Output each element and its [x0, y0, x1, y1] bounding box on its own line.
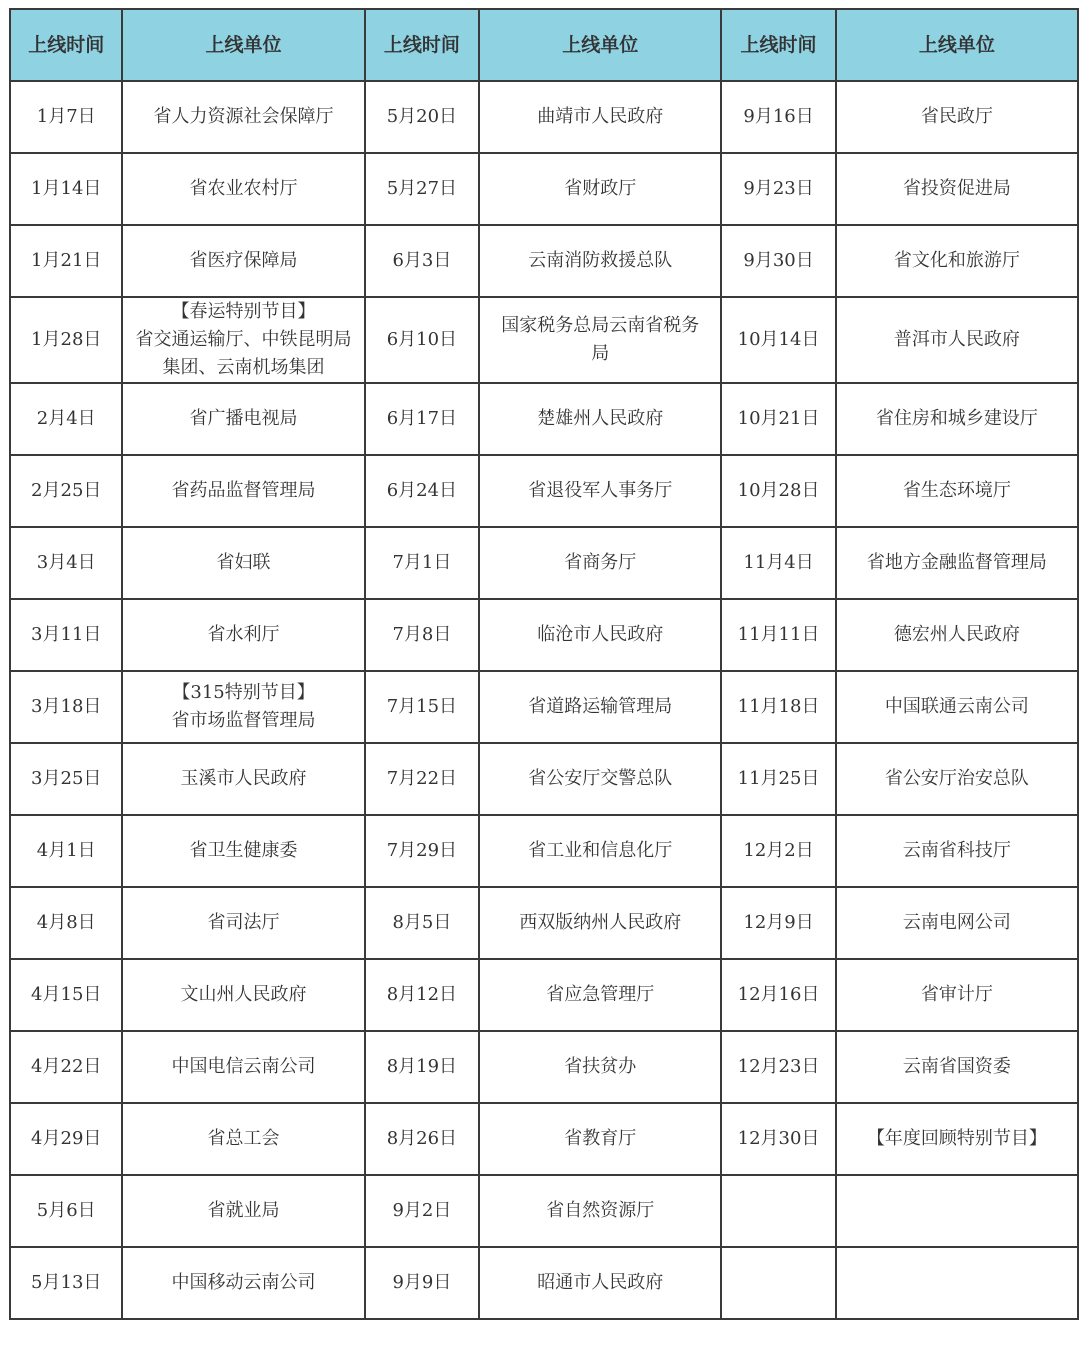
header-unit-col-2: 上线单位	[479, 9, 721, 81]
date-cell: 12月23日	[721, 1031, 836, 1103]
date-cell: 4月1日	[10, 815, 122, 887]
table-header	[10, 9, 1078, 81]
date-cell: 3月11日	[10, 599, 122, 671]
date-cell: 5月6日	[10, 1175, 122, 1247]
date-cell: 4月8日	[10, 887, 122, 959]
date-cell: 5月13日	[10, 1247, 122, 1319]
unit-cell: 省住房和城乡建设厅	[836, 383, 1078, 455]
date-cell: 7月15日	[365, 671, 480, 743]
date-cell: 6月10日	[365, 297, 480, 383]
date-cell: 10月28日	[721, 455, 836, 527]
unit-cell: 省药品监督管理局	[122, 455, 364, 527]
unit-cell: 省应急管理厅	[479, 959, 721, 1031]
unit-cell: 省道路运输管理局	[479, 671, 721, 743]
unit-cell	[122, 671, 364, 743]
date-cell: 11月18日	[721, 671, 836, 743]
date-cell: 6月24日	[365, 455, 480, 527]
unit-cell: 普洱市人民政府	[836, 297, 1078, 383]
date-cell: 8月12日	[365, 959, 480, 1031]
table-row	[10, 1175, 1078, 1247]
date-cell: 3月25日	[10, 743, 122, 815]
unit-cell: 省教育厅	[479, 1103, 721, 1175]
date-cell: 7月22日	[365, 743, 480, 815]
unit-cell: 德宏州人民政府	[836, 599, 1078, 671]
date-cell: 8月19日	[365, 1031, 480, 1103]
schedule-table	[9, 8, 1079, 1320]
unit-cell: 省农业农村厅	[122, 153, 364, 225]
unit-cell: 省文化和旅游厅	[836, 225, 1078, 297]
date-cell: 11月11日	[721, 599, 836, 671]
unit-cell: 省自然资源厅	[479, 1175, 721, 1247]
unit-cell: 省地方金融监督管理局	[836, 527, 1078, 599]
unit-cell: 省卫生健康委	[122, 815, 364, 887]
date-cell: 9月16日	[721, 81, 836, 153]
unit-cell: 省广播电视局	[122, 383, 364, 455]
unit-line: 省交通运输厅、中铁昆明局	[135, 329, 352, 350]
unit-cell	[479, 297, 721, 383]
unit-cell: 云南电网公司	[836, 887, 1078, 959]
table-row	[10, 225, 1078, 297]
date-cell: 2月4日	[10, 383, 122, 455]
table-row	[10, 1031, 1078, 1103]
date-cell: 11月25日	[721, 743, 836, 815]
unit-line: 【春运特别节目】	[171, 301, 316, 322]
date-cell: 12月30日	[721, 1103, 836, 1175]
date-cell: 3月4日	[10, 527, 122, 599]
header-date-col-3: 上线时间	[721, 9, 836, 81]
unit-line: 集团、云南机场集团	[162, 357, 325, 378]
date-cell: 9月30日	[721, 225, 836, 297]
table-row	[10, 599, 1078, 671]
unit-cell: 省医疗保障局	[122, 225, 364, 297]
unit-cell: 西双版纳州人民政府	[479, 887, 721, 959]
table-row	[10, 383, 1078, 455]
unit-cell: 文山州人民政府	[122, 959, 364, 1031]
date-cell: 6月17日	[365, 383, 480, 455]
unit-cell	[122, 297, 364, 383]
table-row	[10, 1247, 1078, 1319]
unit-cell: 省民政厅	[836, 81, 1078, 153]
header-unit-col-1: 上线单位	[122, 9, 364, 81]
date-cell: 5月20日	[365, 81, 480, 153]
date-cell: 9月2日	[365, 1175, 480, 1247]
date-cell: 1月14日	[10, 153, 122, 225]
table-row	[10, 959, 1078, 1031]
unit-cell: 省水利厅	[122, 599, 364, 671]
header-unit-col-3: 上线单位	[836, 9, 1078, 81]
unit-cell: 中国电信云南公司	[122, 1031, 364, 1103]
date-cell: 3月18日	[10, 671, 122, 743]
unit-cell: 省扶贫办	[479, 1031, 721, 1103]
header-row	[10, 9, 1078, 81]
unit-cell: 【年度回顾特别节目】	[836, 1103, 1078, 1175]
date-cell: 4月29日	[10, 1103, 122, 1175]
table-row	[10, 153, 1078, 225]
header-date-col-2: 上线时间	[365, 9, 480, 81]
unit-cell: 省总工会	[122, 1103, 364, 1175]
unit-line: 省市场监督管理局	[171, 710, 316, 731]
table-row	[10, 1103, 1078, 1175]
date-cell: 9月23日	[721, 153, 836, 225]
unit-cell: 云南消防救援总队	[479, 225, 721, 297]
unit-cell: 省妇联	[122, 527, 364, 599]
date-cell: 2月25日	[10, 455, 122, 527]
date-cell: 8月26日	[365, 1103, 480, 1175]
date-cell: 12月9日	[721, 887, 836, 959]
unit-cell: 曲靖市人民政府	[479, 81, 721, 153]
unit-cell: 省生态环境厅	[836, 455, 1078, 527]
date-cell: 4月15日	[10, 959, 122, 1031]
unit-cell: 省公安厅治安总队	[836, 743, 1078, 815]
unit-cell: 中国联通云南公司	[836, 671, 1078, 743]
table-row	[10, 81, 1078, 153]
unit-cell: 中国移动云南公司	[122, 1247, 364, 1319]
table-row	[10, 887, 1078, 959]
date-cell: 4月22日	[10, 1031, 122, 1103]
date-cell: 10月14日	[721, 297, 836, 383]
table-row	[10, 743, 1078, 815]
unit-cell: 省就业局	[122, 1175, 364, 1247]
date-cell: 8月5日	[365, 887, 480, 959]
date-cell: 7月1日	[365, 527, 480, 599]
date-cell: 1月21日	[10, 225, 122, 297]
date-cell	[721, 1247, 836, 1319]
unit-cell: 玉溪市人民政府	[122, 743, 364, 815]
date-cell: 7月8日	[365, 599, 480, 671]
unit-cell: 云南省科技厅	[836, 815, 1078, 887]
date-cell	[721, 1175, 836, 1247]
date-cell: 10月21日	[721, 383, 836, 455]
unit-cell: 昭通市人民政府	[479, 1247, 721, 1319]
date-cell: 12月16日	[721, 959, 836, 1031]
unit-cell: 省人力资源社会保障厅	[122, 81, 364, 153]
date-cell: 7月29日	[365, 815, 480, 887]
unit-cell: 省退役军人事务厅	[479, 455, 721, 527]
table-row	[10, 815, 1078, 887]
header-date-col-1: 上线时间	[10, 9, 122, 81]
unit-cell	[836, 1247, 1078, 1319]
unit-cell: 云南省国资委	[836, 1031, 1078, 1103]
unit-cell: 临沧市人民政府	[479, 599, 721, 671]
date-cell: 6月3日	[365, 225, 480, 297]
unit-cell: 省商务厅	[479, 527, 721, 599]
table-body	[10, 81, 1078, 1319]
date-cell: 1月28日	[10, 297, 122, 383]
date-cell: 12月2日	[721, 815, 836, 887]
table-row	[10, 455, 1078, 527]
unit-line: 【315特别节目】	[172, 682, 315, 703]
unit-cell: 楚雄州人民政府	[479, 383, 721, 455]
unit-cell: 省司法厅	[122, 887, 364, 959]
date-cell: 9月9日	[365, 1247, 480, 1319]
unit-line: 国家税务总局云南省税务	[501, 315, 700, 336]
unit-line: 局	[591, 343, 610, 364]
table-row	[10, 527, 1078, 599]
unit-cell	[836, 1175, 1078, 1247]
date-cell: 1月7日	[10, 81, 122, 153]
date-cell: 11月4日	[721, 527, 836, 599]
unit-cell: 省投资促进局	[836, 153, 1078, 225]
table-row	[10, 297, 1078, 383]
table-row	[10, 671, 1078, 743]
unit-cell: 省公安厅交警总队	[479, 743, 721, 815]
unit-cell: 省审计厅	[836, 959, 1078, 1031]
unit-cell: 省工业和信息化厅	[479, 815, 721, 887]
date-cell: 5月27日	[365, 153, 480, 225]
unit-cell: 省财政厅	[479, 153, 721, 225]
